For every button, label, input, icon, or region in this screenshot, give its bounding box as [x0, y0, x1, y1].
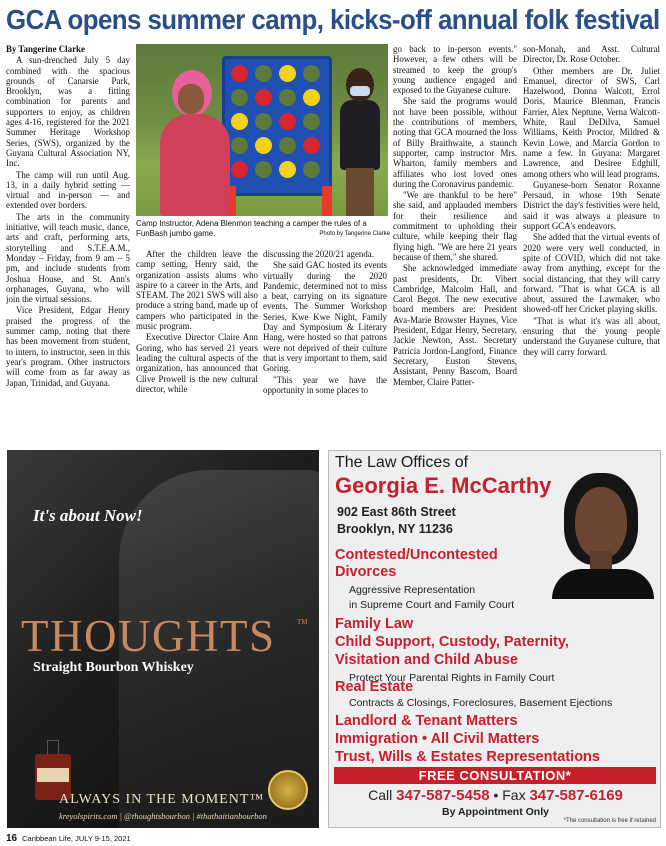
award-seal-icon	[268, 770, 308, 810]
service-family-law: Family Law	[335, 616, 414, 632]
phone-number[interactable]: 347-587-5458	[396, 787, 490, 804]
trademark-mark: TM	[297, 618, 308, 626]
service-detail: in Supreme Court and Family Court	[349, 599, 515, 611]
article-col-4	[393, 44, 517, 444]
publication-info: Caribbean Life, JULY 9-15, 2021	[22, 834, 131, 843]
page-number: 16	[6, 833, 18, 844]
article-paragraph: Vice President, Edgar Henry praised the progress of the summer camp, noting that there has been movement from student, to intern, to instructor, seen in this year's program. Other instructors will come from as far away as Japan, Trinidad, and Guyana.	[6, 305, 130, 388]
article-col-1	[6, 44, 130, 444]
service-divorce-2: Divorces	[335, 564, 397, 580]
service-detail: Aggressive Representation	[349, 584, 476, 596]
address-line-1: 902 East 86th Street	[337, 505, 456, 519]
instructor-figure	[154, 70, 232, 216]
article-col-5	[523, 44, 660, 444]
article-paragraph: discussing the 2020/21 agenda.	[263, 249, 374, 259]
article-paragraph: son-Monah, and Asst. Cultural Director, Dr. Rose October.	[523, 44, 660, 65]
photo-caption	[136, 219, 390, 239]
article-paragraph: A sun-drenched July 5 day combined with the spacious grounds of Canarsie Park, Brooklyn, was a fitting combination for parents and supporters to enjoy, as children ages 4-16, registered for the 2021 Summer Heritage Workshop Series, (SWS), organized by the Guyana Cultural Association NY, Inc.	[6, 55, 130, 169]
attorney-portrait	[552, 473, 654, 593]
article-photo	[136, 44, 388, 216]
article-paragraph: She said the programs would not have been possible, without the contributions of members, noting that GCA mourned the loss of Billy Braithwaite, a staunch supporter, camp instructor Mrs. Wharton, family members and affiliates who lost loved ones during the Coronavirus pandemic.	[393, 96, 517, 189]
connect-four-board	[222, 56, 332, 196]
article-paragraph: She acknowledged immediate past presidents, Dr. Vibert Cambridge, Malcolm Hall, and Carol Begot. The new executive board members are: President Ava-Marie Browster Haynes, Vice President, Edgar Henry, Secretary, Jackie Newton, Asst. Secretary Patricia Jordon-Langford, Finance Secretary, Euston Stevens, Assistant, Penny Bascom, Board Member, Claire Patter-	[393, 263, 517, 387]
fine-print: *The consultation is free if retained	[563, 818, 656, 824]
article-paragraph: After the children leave the camp setting, Henry said, the organization assists alums who aspire to a career in the Arts, and STEAM. The 2021 SWS will also produce a string band, made up of campers who participated in the music program.	[136, 249, 258, 332]
whiskey-bottle-icon	[33, 740, 73, 800]
article-col-2	[136, 249, 258, 444]
camper-figure	[336, 68, 384, 216]
service-divorce-1: Contested/Uncontested	[335, 547, 498, 563]
service-real-estate: Real Estate	[335, 679, 414, 695]
fax-label: • Fax	[493, 787, 526, 803]
whiskey-subtitle: Straight Bourbon Whiskey	[33, 660, 194, 675]
service-detail: Protect Your Parental Rights in Family Court	[349, 672, 555, 684]
law-office-heading: The Law Offices of	[335, 454, 469, 471]
article-col-3	[263, 249, 387, 444]
article-paragraph: The arts in the community initiative, will teach music, dance, arts and craft, performing arts, storytelling and S.T.E.A.M., Monday – Friday, from 9 am – 5 pm, and include students from Joshua House, and St. Ann's orphanages, Guyana, who will join the virtual sessions.	[6, 211, 130, 305]
appointment-note: By Appointment Only	[442, 806, 549, 818]
service-trusts-wills: Trust, Wills & Estates Representations	[335, 749, 600, 765]
article-paragraph: The camp will run until Aug. 13, in a daily hybrid setting — virtual and in-person — and extended over borders.	[6, 169, 130, 211]
article-paragraph: go back to in-person events." However, a few others will be streamed to keep the group's young audience engaged and exposed to the Guyanese culture.	[393, 44, 517, 96]
ad-slogan: ALWAYS IN THE MOMENT™	[59, 792, 265, 807]
whiskey-brand: THOUGHTS	[21, 611, 276, 661]
ad-tagline: It's about Now!	[33, 506, 143, 525]
law-office-ad[interactable]	[328, 450, 661, 828]
service-visitation: Visitation and Child Abuse	[335, 652, 518, 668]
article-paragraph: Other members are Dr. Juliet Emanuel, director of SWS, Carl Hazelwood, Donna Walcott, Errol Doris, Maurice Blenman, Francis Farrier, Alex Neptune, Verna Walcott-White, Raul DeDilva, Samuel Williams, Keith Proctor, Mildred & Kevin Lowe, and Marcia Gordon to name a few. In Guyana: Margaret Lawrence, and Desiree Edghill, among others who will lead programs.	[523, 65, 660, 179]
headline: GCA opens summer camp, kicks-off annual folk festival	[6, 4, 660, 35]
caption-text: Camp Instructor, Adena Blenmon teaching a camper the rules of a FunBash jumbo game.	[136, 219, 367, 238]
fax-number[interactable]: 347-587-6169	[529, 787, 623, 804]
article-paragraph: She said GAC hosted its events virtually during the 2020 Pandemic, determined not to miss a beat, carrying on its signature events. The Summer Workshop Series, Kwe Kwe Night, Family Day and Symposium & Literary Hang, were hosted so that patrons were not deprived of their culture that is very important to them, said Goring.	[263, 260, 387, 374]
page-footer	[6, 833, 131, 844]
photo-credit: Photo by Tangerine Clarke	[319, 230, 390, 237]
article-paragraph: "This year we have the opportunity in some places to	[263, 374, 387, 395]
address-line-2: Brooklyn, NY 11236	[337, 522, 453, 536]
article-paragraph: "We are thankful to be here" she said, and applauded members for their resilience and commitment to upholding their culture, while keeping their flag flying high. "We are here 21 years because of them," she shared.	[393, 190, 517, 262]
service-immigration: Immigration • All Civil Matters	[335, 731, 540, 747]
ad-links[interactable]: kreyolspirits.com | @thoughtsbourbon | #thathaitianbourbon	[59, 811, 267, 821]
whiskey-ad[interactable]	[7, 450, 319, 828]
service-child-support: Child Support, Custody, Paternity,	[335, 634, 569, 650]
contact-numbers	[329, 787, 661, 804]
article-paragraph: Guyanese-born Senator Roxanne Persaud, in whose 19th Senate District the day's festivities were held, said it was always a pleasure to support GCA's endeavors.	[523, 179, 660, 232]
byline: By Tangerine Clarke	[6, 44, 85, 54]
article-paragraph: Executive Director Claire Ann Goring, who has served 21 years leading the cultural aspects of the organization, has announced that Clive Prowell is the new cultural director, while	[136, 332, 258, 394]
attorney-name: Georgia E. McCarthy	[335, 473, 552, 498]
free-consultation-banner: FREE CONSULTATION*	[334, 767, 656, 784]
service-detail: Contracts & Closings, Foreclosures, Basement Ejections	[349, 697, 613, 709]
service-landlord-tenant: Landlord & Tenant Matters	[335, 713, 518, 729]
article-paragraph: "That is what it's was all about, ensuring that the young people understand the Guyanese culture, that they will carry forward.	[523, 315, 660, 357]
call-label: Call	[368, 787, 393, 803]
article-paragraph: She added that the virtual events of 2020 were very well conducted, in spite of COVID, which did not take away from anything, except for the social distancing, that they will carry forward. "That is what GCA is all about, assured the Lawmaker, who showed-off her Cricket playing skills.	[523, 232, 660, 315]
